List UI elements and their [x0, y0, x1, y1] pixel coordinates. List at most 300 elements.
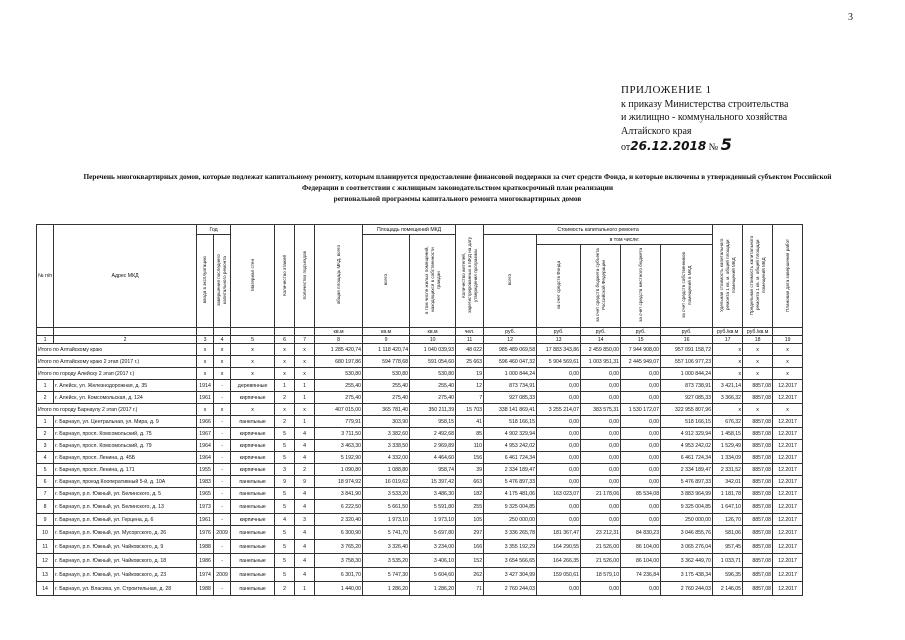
unit-cell — [37, 328, 54, 336]
col-floors: Количество этажей — [275, 225, 295, 328]
row-value: 0,00 — [621, 440, 661, 452]
row-deadline: 12.2017 — [773, 476, 803, 488]
appendix-block — [621, 84, 881, 155]
summary-cell: х — [231, 368, 275, 380]
handwritten-number: 5 — [720, 135, 732, 154]
row-value: 5 476 897,33 — [661, 476, 713, 488]
table-row — [37, 428, 803, 440]
row-value: 0,00 — [537, 380, 581, 392]
row-deadline: 12.2017 — [773, 416, 803, 428]
row-number: 9 — [37, 514, 54, 526]
row-value: 1 090,80 — [315, 464, 363, 476]
row-floors: 3 — [275, 464, 295, 476]
summary-cell: 680 197,86 — [315, 356, 363, 368]
row-value: 85 — [456, 428, 484, 440]
row-number: 14 — [37, 582, 54, 596]
row-year-repair: - — [214, 392, 231, 404]
summary-cell: х — [214, 356, 231, 368]
row-year-repair: - — [214, 540, 231, 554]
col-max-cost: Предельная стоимость капитального ремонта 1 кв. м. общей площади помещений МКД — [743, 225, 773, 328]
row-floors: 5 — [275, 568, 295, 582]
row-floors: 5 — [275, 500, 295, 514]
row-wall: кирпичные — [231, 514, 275, 526]
index-cell: 17 — [713, 336, 743, 344]
table-row — [37, 526, 803, 540]
row-number: 11 — [37, 540, 54, 554]
row-value: 342,01 — [713, 476, 743, 488]
row-value: 0,00 — [621, 452, 661, 464]
row-year-build: 1961 — [197, 514, 214, 526]
row-value: 0,00 — [621, 476, 661, 488]
row-value: 0,00 — [621, 416, 661, 428]
row-value: 0,00 — [537, 428, 581, 440]
row-value: 3 338,50 — [363, 440, 410, 452]
row-value: 2 331,52 — [713, 464, 743, 476]
row-value: 6 461 724,34 — [484, 452, 537, 464]
unit-cell: руб. — [537, 328, 581, 336]
index-cell: 2 — [54, 336, 197, 344]
row-value: 3 654 566,65 — [484, 554, 537, 568]
row-value: 873 734,91 — [484, 380, 537, 392]
summary-cell: 407 015,00 — [315, 404, 363, 416]
col-cost-local: за счет средств местного бюджета — [621, 245, 661, 328]
row-value: 3 046 855,76 — [661, 526, 713, 540]
row-address: г. Барнаул, ул. Власиха, ул. Строительная, д. 28 — [54, 582, 197, 596]
summary-row — [37, 368, 803, 380]
row-value: 0,00 — [581, 500, 621, 514]
summary-cell: 48 022 — [456, 344, 484, 356]
row-value: 159 050,61 — [537, 568, 581, 582]
row-value: 5 192,90 — [315, 452, 363, 464]
row-value: 8857,08 — [743, 514, 773, 526]
number-prefix: № — [708, 142, 719, 153]
row-value: 3 533,20 — [363, 488, 410, 500]
summary-row — [37, 404, 803, 416]
row-deadline: 12.2017 — [773, 452, 803, 464]
row-value: 8857,08 — [743, 554, 773, 568]
row-value: 0,00 — [581, 428, 621, 440]
row-year-build: 1955 — [197, 464, 214, 476]
row-value: 181 367,47 — [537, 526, 581, 540]
row-year-repair: - — [214, 500, 231, 514]
index-cell: 18 — [743, 336, 773, 344]
row-value: 3 758,30 — [315, 554, 363, 568]
row-year-repair: - — [214, 380, 231, 392]
summary-cell: х — [773, 356, 803, 368]
summary-cell: х — [275, 368, 295, 380]
row-value: 86 104,00 — [621, 554, 661, 568]
row-entrances: 3 — [295, 514, 315, 526]
index-cell: 10 — [410, 336, 456, 344]
row-value: 5 661,50 — [363, 500, 410, 514]
row-value: 21 526,00 — [581, 554, 621, 568]
row-floors: 2 — [275, 416, 295, 428]
row-value: 3 711,50 — [315, 428, 363, 440]
row-value: 3 535,20 — [363, 554, 410, 568]
title-line: региональной программы капитального ремонта многоквартирных домов — [333, 194, 582, 203]
unit-cell: руб./кв.м — [743, 328, 773, 336]
index-cell: 16 — [661, 336, 713, 344]
col-deadline: Плановая дата завершения работ — [773, 225, 803, 328]
appendix-heading: ПРИЛОЖЕНИЕ 1 — [621, 84, 712, 96]
unit-cell — [773, 328, 803, 336]
summary-cell: х — [214, 404, 231, 416]
summary-cell: 985 489 069,58 — [484, 344, 537, 356]
row-value: 3 175 438,34 — [661, 568, 713, 582]
summary-cell: 1 003 951,31 — [581, 356, 621, 368]
row-value: 3 366,32 — [713, 392, 743, 404]
row-number: 4 — [37, 452, 54, 464]
row-year-build: 1973 — [197, 500, 214, 514]
row-year-repair: - — [214, 582, 231, 596]
summary-cell: 17 883 343,86 — [537, 344, 581, 356]
row-floors: 5 — [275, 428, 295, 440]
row-value: 4 902 329,94 — [484, 428, 537, 440]
row-number: 1 — [37, 380, 54, 392]
row-year-build: 1974 — [197, 568, 214, 582]
index-cell: 9 — [363, 336, 410, 344]
row-number: 13 — [37, 568, 54, 582]
row-address: г. Барнаул, р.п. Южный, ул. Чайковского, д. 18 — [54, 554, 197, 568]
unit-cell: чел. — [456, 328, 484, 336]
row-floors: 2 — [275, 582, 295, 596]
col-year-end: завершения последнего капитального ремонта — [214, 235, 231, 328]
handwritten-date: 26.12.2018 — [630, 139, 707, 153]
row-value: 4 464,60 — [410, 452, 456, 464]
summary-cell: х — [275, 356, 295, 368]
summary-label: Итого по городу Барнаулу 2 этап (2017 г.) — [37, 404, 197, 416]
row-value: 3 841,90 — [315, 488, 363, 500]
row-value: 12 — [456, 380, 484, 392]
row-value: 0,00 — [621, 514, 661, 526]
row-value: 663 — [456, 476, 484, 488]
summary-cell: х — [713, 344, 743, 356]
row-value: 86 104,00 — [621, 540, 661, 554]
row-value: 156 — [456, 452, 484, 464]
summary-cell: 15 703 — [456, 404, 484, 416]
row-value: 958,15 — [410, 416, 456, 428]
row-value: 1 334,09 — [713, 452, 743, 464]
row-number: 5 — [37, 464, 54, 476]
row-year-repair: - — [214, 464, 231, 476]
row-address: г. Барнаул, р.п. Южный, ул. Чайковского, д. 9 — [54, 540, 197, 554]
summary-cell: 530,80 — [363, 368, 410, 380]
row-value: 255 — [456, 500, 484, 514]
row-address: г. Барнаул, р.п. Южный, ул. Белинского, д. 13 — [54, 500, 197, 514]
row-value: 250 000,00 — [484, 514, 537, 526]
row-wall: панельные — [231, 488, 275, 500]
summary-cell: х — [295, 368, 315, 380]
index-cell: 15 — [621, 336, 661, 344]
row-value: 3 065 276,04 — [661, 540, 713, 554]
row-entrances: 9 — [295, 476, 315, 488]
row-year-repair: 2009 — [214, 568, 231, 582]
summary-cell: 7 944 908,00 — [621, 344, 661, 356]
summary-cell: х — [197, 404, 214, 416]
row-value: 275,40 — [363, 392, 410, 404]
summary-cell: х — [231, 404, 275, 416]
row-value: 6 461 724,34 — [661, 452, 713, 464]
row-value: 126,70 — [713, 514, 743, 526]
row-address: г. Барнаул, просп. Комсомольский, д. 75 — [54, 428, 197, 440]
summary-cell: 0,00 — [537, 368, 581, 380]
unit-cell: кв.м — [363, 328, 410, 336]
row-address: г. Барнаул, р.п. Южный, ул. Герцена, д. 6 — [54, 514, 197, 526]
row-value: 0,00 — [581, 380, 621, 392]
summary-cell: 3 255 214,07 — [537, 404, 581, 416]
table-row — [37, 540, 803, 554]
summary-cell: х — [214, 344, 231, 356]
col-total-area: общая площадь МКД, всего — [315, 225, 363, 328]
row-value: 18 974,92 — [315, 476, 363, 488]
summary-cell: 2 459 850,00 — [581, 344, 621, 356]
summary-cell: х — [743, 368, 773, 380]
summary-cell: 19 — [456, 368, 484, 380]
row-value: 596,35 — [713, 568, 743, 582]
row-wall: панельные — [231, 582, 275, 596]
summary-cell: 350 211,39 — [410, 404, 456, 416]
row-value: 1 973,10 — [410, 514, 456, 526]
row-year-build: 1983 — [197, 476, 214, 488]
table-row — [37, 500, 803, 514]
row-value: 164 266,35 — [537, 554, 581, 568]
mkd-table — [36, 224, 803, 596]
row-deadline: 12.2017 — [773, 428, 803, 440]
summary-cell: х — [773, 368, 803, 380]
row-floors: 2 — [275, 392, 295, 404]
row-deadline: 12.2017 — [773, 392, 803, 404]
unit-cell — [231, 328, 275, 336]
row-value: 0,00 — [537, 452, 581, 464]
row-value: 0,00 — [537, 500, 581, 514]
row-address: г. Барнаул, просп. Ленина, д. 45Б — [54, 452, 197, 464]
row-entrances: 1 — [295, 416, 315, 428]
row-year-repair: - — [214, 428, 231, 440]
row-year-build: 1986 — [197, 554, 214, 568]
row-wall: кирпичные — [231, 440, 275, 452]
index-cell: 8 — [315, 336, 363, 344]
row-value: 518 166,15 — [661, 416, 713, 428]
row-address: г. Алейск, ул. Комсомольская, д. 124 — [54, 392, 197, 404]
row-value: 1 458,15 — [713, 428, 743, 440]
row-wall: кирпичные — [231, 452, 275, 464]
row-value: 779,91 — [315, 416, 363, 428]
row-year-build: 1988 — [197, 540, 214, 554]
summary-cell: 0,00 — [581, 368, 621, 380]
table-row — [37, 452, 803, 464]
row-value: 676,32 — [713, 416, 743, 428]
row-value: 15 397,42 — [410, 476, 456, 488]
unit-cell: руб. — [484, 328, 537, 336]
col-area-owned: в том числе жилых помещений, находящихся в собственности граждан — [410, 235, 456, 328]
row-value: 2 334 189,47 — [661, 464, 713, 476]
row-value: 74 236,84 — [621, 568, 661, 582]
summary-cell: 2 445 949,07 — [621, 356, 661, 368]
unit-cell — [275, 328, 295, 336]
row-value: 0,00 — [581, 464, 621, 476]
row-year-repair: 2009 — [214, 526, 231, 540]
table-row — [37, 380, 803, 392]
col-cost-owners: за счет средств собственников помещений в МКД — [661, 245, 713, 328]
row-value: 873 738,91 — [661, 380, 713, 392]
row-value: 2 969,89 — [410, 440, 456, 452]
row-value: 71 — [456, 582, 484, 596]
summary-cell: х — [275, 404, 295, 416]
row-wall: панельные — [231, 568, 275, 582]
row-value: 21 526,00 — [581, 540, 621, 554]
row-value: 3 406,10 — [410, 554, 456, 568]
row-deadline: 12.2017 — [773, 440, 803, 452]
row-address: г. Барнаул, просп. Комсомольский, д. 79 — [54, 440, 197, 452]
row-deadline: 12.2017 — [773, 568, 803, 582]
row-value: 41 — [456, 416, 484, 428]
col-cost-total: всего — [484, 235, 537, 328]
row-value: 3 765,20 — [315, 540, 363, 554]
row-entrances: 4 — [295, 488, 315, 500]
row-value: 2 760 244,03 — [661, 582, 713, 596]
row-value: 39 — [456, 464, 484, 476]
row-entrances: 1 — [295, 380, 315, 392]
row-value: 1 440,00 — [315, 582, 363, 596]
row-value: 6 301,70 — [315, 568, 363, 582]
row-entrances: 1 — [295, 582, 315, 596]
col-incl: в том числе: — [537, 235, 713, 245]
row-year-repair: - — [214, 440, 231, 452]
row-number: 3 — [37, 440, 54, 452]
summary-cell: х — [743, 356, 773, 368]
summary-cell: х — [231, 356, 275, 368]
row-year-build: 1914 — [197, 380, 214, 392]
summary-cell: 383 575,31 — [581, 404, 621, 416]
row-value: 8857,08 — [743, 526, 773, 540]
row-value: 0,00 — [537, 440, 581, 452]
row-value: 105 — [456, 514, 484, 526]
row-value: 16 019,62 — [363, 476, 410, 488]
row-number: 2 — [37, 428, 54, 440]
row-value: 9 325 004,85 — [484, 500, 537, 514]
col-cost-fund: за счет средств Фонда — [537, 245, 581, 328]
row-value: 8857,08 — [743, 476, 773, 488]
row-value: 110 — [456, 440, 484, 452]
row-entrances: 4 — [295, 540, 315, 554]
document-title — [40, 171, 875, 204]
col-entrances: Количество подъездов — [295, 225, 315, 328]
row-wall: кирпичные — [231, 392, 275, 404]
row-wall: панельные — [231, 554, 275, 568]
row-value: 3 486,30 — [410, 488, 456, 500]
row-value: 250 000,00 — [661, 514, 713, 526]
summary-cell: х — [713, 404, 743, 416]
summary-cell: х — [773, 404, 803, 416]
row-floors: 5 — [275, 526, 295, 540]
row-entrances: 4 — [295, 554, 315, 568]
row-value: 18 579,10 — [581, 568, 621, 582]
row-value: 6 300,90 — [315, 526, 363, 540]
row-value: 927 085,33 — [484, 392, 537, 404]
row-floors: 5 — [275, 540, 295, 554]
row-number: 1 — [37, 416, 54, 428]
row-value: 255,40 — [363, 380, 410, 392]
row-deadline: 12.2017 — [773, 540, 803, 554]
row-value: 8857,08 — [743, 452, 773, 464]
col-num: № п/п — [37, 225, 54, 328]
summary-cell: х — [743, 344, 773, 356]
row-value: 303,90 — [363, 416, 410, 428]
row-floors: 5 — [275, 452, 295, 464]
row-deadline: 12.2017 — [773, 554, 803, 568]
row-entrances: 1 — [295, 392, 315, 404]
row-value: 0,00 — [537, 464, 581, 476]
row-value: 0,00 — [581, 440, 621, 452]
row-value: 9 325 004,85 — [661, 500, 713, 514]
row-value: 166 — [456, 540, 484, 554]
row-number: 7 — [37, 488, 54, 500]
row-year-build: 1976 — [197, 526, 214, 540]
summary-cell: 1 040 039,93 — [410, 344, 456, 356]
row-value: 4 953 242,02 — [661, 440, 713, 452]
row-value: 5 741,70 — [363, 526, 410, 540]
summary-cell: 322 955 807,96 — [661, 404, 713, 416]
row-value: 8857,08 — [743, 464, 773, 476]
appendix-date-line — [621, 135, 881, 155]
row-value: 1 529,49 — [713, 440, 743, 452]
date-prefix: от — [621, 142, 631, 153]
row-address: г. Барнаул, р.п. Южный, ул. Чайковского, д. 23 — [54, 568, 197, 582]
row-value: 3 336 265,78 — [484, 526, 537, 540]
summary-cell: х — [275, 344, 295, 356]
row-value: 8857,08 — [743, 488, 773, 500]
summary-cell: 957 091 158,72 — [661, 344, 713, 356]
row-value: 8857,08 — [743, 540, 773, 554]
row-value: 255,40 — [410, 380, 456, 392]
summary-cell: х — [713, 368, 743, 380]
col-spec-cost: Удельная стоимость капитального ремонта 1 кв. м. общей площади помещений МКД — [713, 225, 743, 328]
row-number: 8 — [37, 500, 54, 514]
table-row — [37, 488, 803, 500]
row-number: 10 — [37, 526, 54, 540]
row-entrances: 4 — [295, 452, 315, 464]
summary-cell: 5 904 569,61 — [537, 356, 581, 368]
index-cell: 19 — [773, 336, 803, 344]
index-cell: 7 — [295, 336, 315, 344]
col-area-group: Площадь помещений МКД — [363, 225, 456, 235]
row-value: 0,00 — [621, 464, 661, 476]
col-cost-group: Стоимость капитального ремонта — [484, 225, 713, 235]
row-wall: кирпичные — [231, 428, 275, 440]
summary-cell: 365 781,40 — [363, 404, 410, 416]
table-row — [37, 416, 803, 428]
table-row — [37, 582, 803, 596]
row-floors: 5 — [275, 488, 295, 500]
row-value: 1 181,78 — [713, 488, 743, 500]
row-value: 957,45 — [713, 540, 743, 554]
title-line: Перечень многоквартирных домов, которые подлежат капитальному ремонту, которым планируется предоставление финансовой поддержки за счет средств Фонда, и которые включены в утвержденный субъектом Российской — [83, 172, 832, 181]
row-value: 3 362 449,70 — [661, 554, 713, 568]
summary-label: Итого по Алтайскому краю 2 этап (2017 г.) — [37, 356, 197, 368]
row-value: 518 166,15 — [484, 416, 537, 428]
index-cell: 12 — [484, 336, 537, 344]
row-value: 8857,08 — [743, 428, 773, 440]
summary-cell: х — [197, 344, 214, 356]
row-year-build: 1967 — [197, 428, 214, 440]
row-value: 297 — [456, 526, 484, 540]
row-value: 1 088,80 — [363, 464, 410, 476]
summary-cell: х — [743, 404, 773, 416]
row-address: г. Барнаул, просп. Ленина, д. 171 — [54, 464, 197, 476]
appendix-line: к приказу Министерства строительства — [621, 98, 789, 110]
table-row — [37, 476, 803, 488]
summary-label: Итого по городу Алейску 2 этап (2017 г.) — [37, 368, 197, 380]
